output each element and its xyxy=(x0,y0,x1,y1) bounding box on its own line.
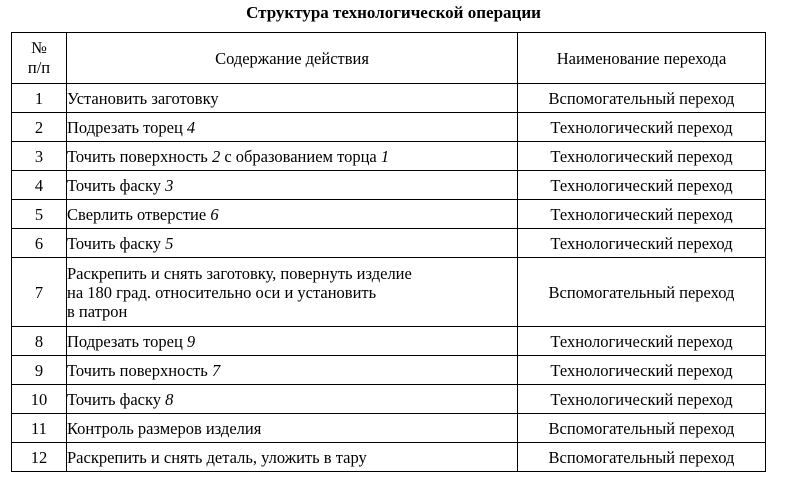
column-header-action: Содержание действия xyxy=(67,33,518,84)
action-text: Точить поверхность xyxy=(67,146,212,166)
row-action xyxy=(67,327,518,356)
row-action xyxy=(67,229,518,258)
action-text-line-2: на 180 град. относительно оси и установить xyxy=(67,282,377,302)
row-transition-type: Вспомогательный переход xyxy=(518,443,766,472)
action-text: Точить фаску xyxy=(67,175,166,195)
surface-ref: 6 xyxy=(210,204,219,224)
row-number: 10 xyxy=(12,385,67,414)
row-transition-type: Технологический переход xyxy=(518,327,766,356)
action-text: Подрезать торец xyxy=(67,117,187,137)
surface-ref: 9 xyxy=(186,331,196,351)
surface-ref-2: 1 xyxy=(380,146,390,166)
row-transition-type: Технологический переход xyxy=(518,142,766,171)
action-text-line-1: Раскрепить и снять заготовку, повернуть изделие xyxy=(67,263,412,283)
action-text: Точить фаску xyxy=(67,233,166,253)
column-header-number xyxy=(12,33,67,84)
row-transition-type: Технологический переход xyxy=(518,356,766,385)
column-header-transition: Наименование перехода xyxy=(518,33,766,84)
row-number: 4 xyxy=(12,171,67,200)
row-action xyxy=(67,356,518,385)
row-number: 11 xyxy=(12,414,67,443)
action-text: Установить заготовку xyxy=(67,88,219,108)
row-number: 12 xyxy=(12,443,67,472)
table-row xyxy=(12,443,766,472)
table-row xyxy=(12,142,766,171)
page-title: Структура технологической операции xyxy=(246,3,541,22)
row-transition-type: Технологический переход xyxy=(518,229,766,258)
row-number: 5 xyxy=(12,200,67,229)
table-row xyxy=(12,171,766,200)
row-transition-type: Вспомогательный переход xyxy=(518,84,766,113)
table-row xyxy=(12,229,766,258)
action-text: Точить поверхность xyxy=(67,360,212,380)
row-number: 2 xyxy=(12,113,67,142)
operations-table xyxy=(11,32,766,472)
row-action xyxy=(67,258,518,327)
table-row xyxy=(12,113,766,142)
column-header-number-symbol: № xyxy=(31,38,47,57)
table-header-row xyxy=(12,33,766,84)
row-number: 8 xyxy=(12,327,67,356)
row-action xyxy=(67,200,518,229)
row-number: 7 xyxy=(12,258,67,327)
column-header-number-abbr: п/п xyxy=(27,58,51,77)
row-action xyxy=(67,84,518,113)
surface-ref: 7 xyxy=(211,360,221,380)
row-number: 1 xyxy=(12,84,67,113)
row-action xyxy=(67,443,518,472)
row-transition-type: Вспомогательный переход xyxy=(518,414,766,443)
surface-ref: 3 xyxy=(165,175,174,195)
action-text: Сверлить отверстие xyxy=(67,204,211,224)
surface-ref: 4 xyxy=(186,117,196,137)
row-action xyxy=(67,385,518,414)
table-row xyxy=(12,84,766,113)
table-row xyxy=(12,356,766,385)
row-transition-type: Технологический переход xyxy=(518,385,766,414)
surface-ref: 8 xyxy=(165,389,174,409)
row-action xyxy=(67,142,518,171)
action-text: Точить фаску xyxy=(67,389,166,409)
row-transition-type: Технологический переход xyxy=(518,113,766,142)
action-text-suffix: с образованием торца xyxy=(220,146,381,166)
surface-ref: 2 xyxy=(211,146,221,166)
action-text-line-3: в патрон xyxy=(67,301,128,321)
table-row xyxy=(12,200,766,229)
row-action xyxy=(67,113,518,142)
row-transition-type: Вспомогательный переход xyxy=(518,258,766,327)
table-row xyxy=(12,414,766,443)
row-action xyxy=(67,414,518,443)
action-text: Контроль размеров изделия xyxy=(67,418,262,438)
row-number: 6 xyxy=(12,229,67,258)
row-transition-type: Технологический переход xyxy=(518,200,766,229)
table-row xyxy=(12,385,766,414)
action-text: Подрезать торец xyxy=(67,331,187,351)
surface-ref: 5 xyxy=(165,233,174,253)
row-transition-type: Технологический переход xyxy=(518,171,766,200)
action-text: Раскрепить и снять деталь, уложить в тару xyxy=(67,447,367,467)
row-number: 3 xyxy=(12,142,67,171)
table-row xyxy=(12,327,766,356)
table-row xyxy=(12,258,766,327)
row-number: 9 xyxy=(12,356,67,385)
row-action xyxy=(67,171,518,200)
